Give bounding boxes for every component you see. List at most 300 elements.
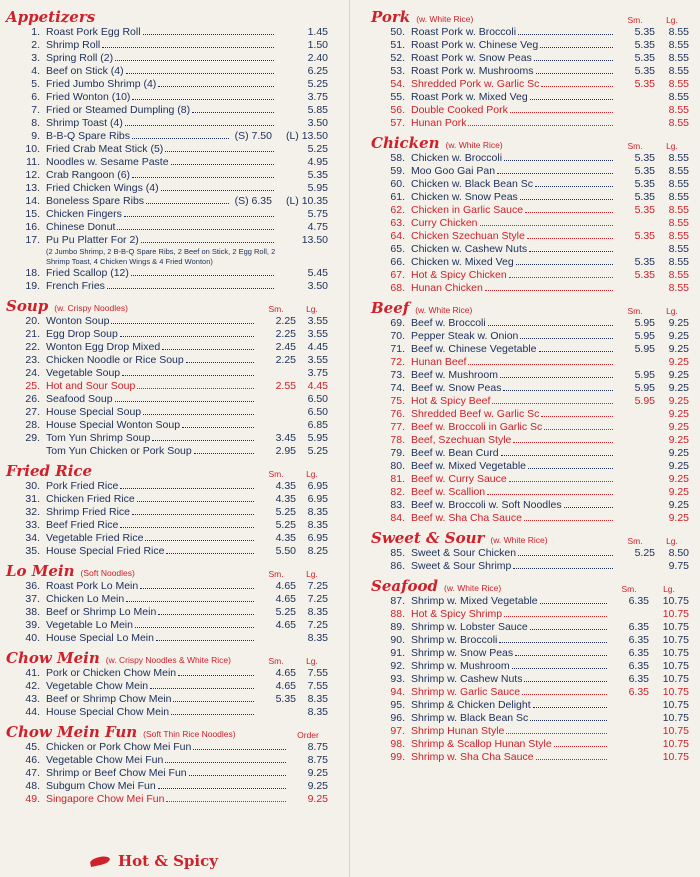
item-name: Noodles w. Sesame Paste xyxy=(46,156,169,168)
leader-dots xyxy=(539,351,613,352)
item-number: 3. xyxy=(31,52,40,64)
menu-item xyxy=(6,506,328,519)
item-price: 5.35 xyxy=(634,65,655,77)
item-price: 9.25 xyxy=(668,369,689,381)
leader-dots xyxy=(506,733,607,734)
item-number: 42. xyxy=(25,680,40,692)
leader-dots xyxy=(533,707,607,708)
item-price: 4.65 xyxy=(275,619,296,631)
item-price: 9.75 xyxy=(668,560,689,572)
item-price: 8.55 xyxy=(668,117,689,129)
menu-item xyxy=(371,686,689,699)
menu-item xyxy=(6,393,328,406)
item-name: Shredded Pork w. Garlic Sc xyxy=(411,78,540,90)
price-header: Sm. xyxy=(268,304,284,314)
item-number: 34. xyxy=(25,532,40,544)
menu-item xyxy=(6,65,328,78)
item-price: 9.25 xyxy=(307,780,328,792)
leader-dots xyxy=(509,481,613,482)
item-number: 56. xyxy=(390,104,405,116)
price-header: Lg. xyxy=(666,536,678,546)
leader-dots xyxy=(530,720,607,721)
section-title-soup: Soup xyxy=(6,297,49,315)
item-price: 6.25 xyxy=(307,65,328,77)
item-number: 77. xyxy=(390,421,405,433)
item-number: 93. xyxy=(390,673,405,685)
leader-dots xyxy=(141,242,274,243)
item-price: 8.55 xyxy=(668,152,689,164)
item-price: 5.75 xyxy=(307,208,328,220)
item-price: 8.35 xyxy=(307,519,328,531)
item-price: 9.25 xyxy=(668,317,689,329)
item-name: Pu Pu Platter For 2) xyxy=(46,234,139,246)
menu-item xyxy=(371,447,689,460)
item-name: Vegetable Fried Rice xyxy=(46,532,144,544)
menu-item xyxy=(371,712,689,725)
item-price: 6.35 xyxy=(628,595,649,607)
item-price: 10.75 xyxy=(662,738,689,750)
leader-dots xyxy=(512,668,607,669)
price-header: Lg. xyxy=(666,15,678,25)
section-header-chicken xyxy=(371,133,689,152)
menu-item xyxy=(6,419,328,432)
price-header: Sm. xyxy=(627,306,643,316)
item-name: Hunan Pork xyxy=(411,117,467,129)
item-price: 10.75 xyxy=(662,686,689,698)
section-title-appetizers: Appetizers xyxy=(6,8,96,26)
menu-item xyxy=(6,195,328,208)
item-price: 6.35 xyxy=(628,686,649,698)
menu-item xyxy=(371,117,689,130)
menu-item xyxy=(371,178,689,191)
item-price: 4.45 xyxy=(307,380,328,392)
menu-item xyxy=(6,354,328,367)
leader-dots xyxy=(530,629,607,630)
item-number: 17. xyxy=(25,234,40,246)
menu-item xyxy=(371,434,689,447)
item-name: Vegetable Chow Mein xyxy=(46,680,149,692)
menu-item xyxy=(371,621,689,634)
leader-dots xyxy=(126,601,254,602)
item-number: 85. xyxy=(390,547,405,559)
menu-item xyxy=(371,39,689,52)
price-column-headers xyxy=(615,15,689,25)
item-name: Roast Pork w. Snow Peas xyxy=(411,52,532,64)
menu-item xyxy=(371,26,689,39)
item-number: 62. xyxy=(390,204,405,216)
item-number: 22. xyxy=(25,341,40,353)
item-name: Crab Rangoon (6) xyxy=(46,169,131,181)
leader-dots xyxy=(156,640,254,641)
item-number: 61. xyxy=(390,191,405,203)
item-name: Shrimp Fried Rice xyxy=(46,506,131,518)
menu-item xyxy=(371,421,689,434)
price-header: Sm. xyxy=(627,141,643,151)
item-price: 5.95 xyxy=(634,330,655,342)
item-name: Beef w. Chinese Vegetable xyxy=(411,343,537,355)
item-price: 4.35 xyxy=(275,480,296,492)
item-price: 9.25 xyxy=(668,499,689,511)
menu-item xyxy=(6,580,328,593)
item-number: 31. xyxy=(25,493,40,505)
item-number: 19. xyxy=(25,280,40,292)
item-price: 7.25 xyxy=(307,580,328,592)
price-header: Order xyxy=(297,730,319,740)
item-number: 11. xyxy=(26,156,40,168)
price-header: Lg. xyxy=(306,656,318,666)
item-price: 8.55 xyxy=(668,91,689,103)
item-name: Fried or Steamed Dumpling (8) xyxy=(46,104,191,116)
menu-item xyxy=(371,356,689,369)
leader-dots xyxy=(513,568,613,569)
item-price: 13.50 xyxy=(301,234,328,246)
item-name: Roast Pork w. Chinese Veg xyxy=(411,39,539,51)
leader-dots xyxy=(120,336,254,337)
menu-item xyxy=(6,221,328,234)
leader-dots xyxy=(501,455,613,456)
menu-item xyxy=(371,52,689,65)
section-title-chow-mein-fun: Chow Mein Fun xyxy=(6,723,138,741)
menu-item xyxy=(371,486,689,499)
item-number: 41. xyxy=(25,667,40,679)
menu-item xyxy=(371,78,689,91)
section-title-chicken: Chicken xyxy=(371,134,440,152)
item-price: 10.75 xyxy=(662,712,689,724)
item-number: 71. xyxy=(390,343,405,355)
menu-item xyxy=(371,343,689,356)
menu-item xyxy=(6,406,328,419)
leader-dots xyxy=(520,199,613,200)
item-number: 48. xyxy=(25,780,40,792)
item-price: 8.55 xyxy=(668,256,689,268)
item-price: 10.75 xyxy=(662,699,689,711)
price-column-headers xyxy=(615,306,689,316)
item-price: 7.25 xyxy=(307,593,328,605)
item-price: 5.50 xyxy=(275,545,296,557)
leader-dots xyxy=(162,349,254,350)
leader-dots xyxy=(518,555,613,556)
item-name: Hunan Beef xyxy=(411,356,467,368)
price-header: Lg. xyxy=(663,584,675,594)
menu-item xyxy=(6,519,328,532)
menu-item xyxy=(6,26,328,39)
leader-dots xyxy=(158,788,286,789)
item-number: 1. xyxy=(31,26,40,38)
item-name: Wonton Soup xyxy=(46,315,110,327)
item-price: 9.25 xyxy=(668,356,689,368)
leader-dots xyxy=(120,488,254,489)
item-price: 8.50 xyxy=(668,547,689,559)
item-price: 3.55 xyxy=(307,328,328,340)
item-number: 40. xyxy=(25,632,40,644)
item-number: 25. xyxy=(25,380,40,392)
item-number: 57. xyxy=(390,117,405,129)
item-price: 5.35 xyxy=(307,169,328,181)
item-price: 5.35 xyxy=(634,269,655,281)
leader-dots xyxy=(161,190,274,191)
item-price: 6.35 xyxy=(628,634,649,646)
menu-item xyxy=(371,725,689,738)
item-price: 2.95 xyxy=(275,445,296,457)
section-header-chow-mein-fun xyxy=(6,722,328,741)
item-price: 5.35 xyxy=(634,178,655,190)
menu-item xyxy=(6,130,328,143)
item-number: 15. xyxy=(25,208,40,220)
leader-dots xyxy=(516,264,613,265)
item-price: 5.25 xyxy=(275,606,296,618)
menu-item xyxy=(6,315,328,328)
item-number: 90. xyxy=(390,634,405,646)
item-number: 45. xyxy=(25,741,40,753)
leader-dots xyxy=(150,688,254,689)
section-note: (w. White Rice) xyxy=(416,14,474,24)
leader-dots xyxy=(194,453,254,454)
item-name: Chicken or Pork Chow Mei Fun xyxy=(46,741,192,753)
leader-dots xyxy=(171,714,254,715)
menu-item xyxy=(371,65,689,78)
item-price: 8.35 xyxy=(307,693,328,705)
item-price: 4.65 xyxy=(275,593,296,605)
item-price: 4.65 xyxy=(275,667,296,679)
menu-item xyxy=(371,512,689,525)
hot-spicy-legend xyxy=(90,852,218,870)
item-price: 10.75 xyxy=(662,647,689,659)
leader-dots xyxy=(135,627,254,628)
price-header: Lg. xyxy=(306,569,318,579)
item-number: 47. xyxy=(25,767,40,779)
item-number: 10. xyxy=(25,143,40,155)
menu-item xyxy=(6,445,328,458)
leader-dots xyxy=(536,759,607,760)
item-number: 14. xyxy=(25,195,40,207)
leader-dots xyxy=(497,173,613,174)
item-name: Boneless Spare Ribs xyxy=(46,195,145,207)
leader-dots xyxy=(540,47,613,48)
leader-dots xyxy=(166,553,254,554)
item-name: Hunan Chicken xyxy=(411,282,483,294)
item-price: (L) 13.50 xyxy=(285,130,328,142)
item-number: 27. xyxy=(25,406,40,418)
item-number: 26. xyxy=(25,393,40,405)
item-price: 10.75 xyxy=(662,725,689,737)
item-price: 9.25 xyxy=(668,486,689,498)
item-name: Pork or Chicken Chow Mein xyxy=(46,667,177,679)
item-price: 9.25 xyxy=(668,434,689,446)
item-name: Shredded Beef w. Garlic Sc xyxy=(411,408,540,420)
item-number: 74. xyxy=(390,382,405,394)
item-number: 99. xyxy=(390,751,405,763)
item-price: 9.25 xyxy=(668,395,689,407)
item-number: 58. xyxy=(390,152,405,164)
item-name: Beef w. Curry Sauce xyxy=(411,473,507,485)
item-name: Fried Wonton (10) xyxy=(46,91,131,103)
menu-item xyxy=(371,647,689,660)
item-name: Beef or Shrimp Chow Mein xyxy=(46,693,172,705)
item-number: 43. xyxy=(25,693,40,705)
item-number: 32. xyxy=(25,506,40,518)
item-price: 5.35 xyxy=(275,693,296,705)
menu-item xyxy=(6,780,328,793)
item-number: 86. xyxy=(390,560,405,572)
item-price: 3.75 xyxy=(307,91,328,103)
item-name: Hot and Sour Soup xyxy=(46,380,136,392)
menu-item xyxy=(6,480,328,493)
leader-dots xyxy=(515,655,607,656)
item-name: Shrimp Toast (4) xyxy=(46,117,123,129)
item-name: Shrimp w. Cashew Nuts xyxy=(411,673,523,685)
menu-item xyxy=(6,52,328,65)
leader-dots xyxy=(528,468,613,469)
item-name: Beef w. Snow Peas xyxy=(411,382,502,394)
menu-item xyxy=(371,699,689,712)
section-note: (w. White Rice) xyxy=(490,535,548,545)
item-price: 8.75 xyxy=(307,741,328,753)
menu-item xyxy=(371,191,689,204)
item-price: 10.75 xyxy=(662,673,689,685)
item-number: 52. xyxy=(390,52,405,64)
leader-dots xyxy=(544,429,613,430)
item-number: 8. xyxy=(31,117,40,129)
price-column-headers xyxy=(256,656,328,666)
menu-item xyxy=(6,754,328,767)
leader-dots xyxy=(513,442,613,443)
item-name: Seafood Soup xyxy=(46,393,113,405)
item-number: 18. xyxy=(25,267,40,279)
item-number: 97. xyxy=(390,725,405,737)
item-name: Hot & Spicy Beef xyxy=(411,395,491,407)
item-number: 79. xyxy=(390,447,405,459)
menu-item xyxy=(371,217,689,230)
item-number: 59. xyxy=(390,165,405,177)
section-header-fried-rice xyxy=(6,461,328,480)
leader-dots xyxy=(107,288,274,289)
item-price: 7.55 xyxy=(307,667,328,679)
menu-item xyxy=(6,367,328,380)
item-price: 3.45 xyxy=(275,432,296,444)
leader-dots xyxy=(165,762,286,763)
leader-dots xyxy=(115,401,254,402)
item-number: 96. xyxy=(390,712,405,724)
price-header: Sm. xyxy=(627,536,643,546)
menu-item xyxy=(6,91,328,104)
price-column-headers xyxy=(615,536,689,546)
section-header-lo-mein xyxy=(6,561,328,580)
item-name: Roast Pork Lo Mein xyxy=(46,580,139,592)
item-name: Beef w. Mushroom xyxy=(411,369,498,381)
menu-item xyxy=(6,667,328,680)
item-price: 8.55 xyxy=(668,52,689,64)
item-price: 5.35 xyxy=(634,52,655,64)
price-header: Sm. xyxy=(268,569,284,579)
item-price: 2.55 xyxy=(275,380,296,392)
item-name: Spring Roll (2) xyxy=(46,52,114,64)
leader-dots xyxy=(131,275,274,276)
price-header: Lg. xyxy=(666,306,678,316)
item-number: 21. xyxy=(25,328,40,340)
price-header: Lg. xyxy=(306,304,318,314)
leader-dots xyxy=(124,216,274,217)
item-name: House Special Chow Mein xyxy=(46,706,170,718)
item-number: 87. xyxy=(390,595,405,607)
leader-dots xyxy=(540,603,607,604)
item-number: 55. xyxy=(390,91,405,103)
item-price: 8.55 xyxy=(668,217,689,229)
section-note: (w. White Rice) xyxy=(445,140,503,150)
item-number: 23. xyxy=(25,354,40,366)
item-number: 5. xyxy=(31,78,40,90)
item-number: 12. xyxy=(25,169,40,181)
section-header-pork xyxy=(371,7,689,26)
item-number: 53. xyxy=(390,65,405,77)
item-name: Chicken w. Snow Peas xyxy=(411,191,518,203)
leader-dots xyxy=(541,416,613,417)
item-price: 3.55 xyxy=(307,315,328,327)
item-number: 35. xyxy=(25,545,40,557)
price-header: Sm. xyxy=(627,15,643,25)
item-number: 60. xyxy=(390,178,405,190)
menu-item xyxy=(371,751,689,764)
menu-item xyxy=(6,156,328,169)
leader-dots xyxy=(132,177,274,178)
item-number: 30. xyxy=(25,480,40,492)
item-number: 38. xyxy=(25,606,40,618)
item-price: 6.85 xyxy=(307,419,328,431)
item-price: 3.50 xyxy=(307,117,328,129)
item-name: Egg Drop Soup xyxy=(46,328,118,340)
item-number: 51. xyxy=(390,39,405,51)
item-number: 82. xyxy=(390,486,405,498)
leader-dots xyxy=(178,675,254,676)
leader-dots xyxy=(499,642,607,643)
item-price: 5.85 xyxy=(307,104,328,116)
item-name: Hot & Spicy Chicken xyxy=(411,269,507,281)
item-price: 4.95 xyxy=(307,156,328,168)
item-price: 8.25 xyxy=(307,545,328,557)
item-price: 2.45 xyxy=(275,341,296,353)
section-title-beef: Beef xyxy=(371,299,410,317)
item-price: 7.25 xyxy=(307,619,328,631)
item-price-small: (S) 6.35 xyxy=(234,195,272,207)
leader-dots xyxy=(503,390,613,391)
item-name: Fried Crab Meat Stick (5) xyxy=(46,143,164,155)
menu-item xyxy=(371,608,689,621)
leader-dots xyxy=(536,73,613,74)
menu-item xyxy=(371,499,689,512)
item-price: 6.50 xyxy=(307,406,328,418)
item-price: 3.50 xyxy=(307,280,328,292)
item-number: 9. xyxy=(31,130,40,142)
item-price: 10.75 xyxy=(662,751,689,763)
menu-item xyxy=(371,460,689,473)
menu-item xyxy=(6,593,328,606)
leader-dots xyxy=(117,229,274,230)
item-name: Curry Chicken xyxy=(411,217,478,229)
section-header-chow-mein xyxy=(6,648,328,667)
price-header: Lg. xyxy=(306,469,318,479)
item-name: Roast Pork w. Mushrooms xyxy=(411,65,534,77)
price-column-headers xyxy=(256,569,328,579)
item-price: 6.35 xyxy=(628,647,649,659)
menu-item xyxy=(6,380,328,393)
menu-item xyxy=(6,78,328,91)
menu-item xyxy=(371,165,689,178)
menu-item xyxy=(6,280,328,293)
menu-item xyxy=(6,208,328,221)
item-price: 5.25 xyxy=(307,78,328,90)
item-number: 94. xyxy=(390,686,405,698)
leader-dots xyxy=(564,507,613,508)
item-name: French Fries xyxy=(46,280,105,292)
